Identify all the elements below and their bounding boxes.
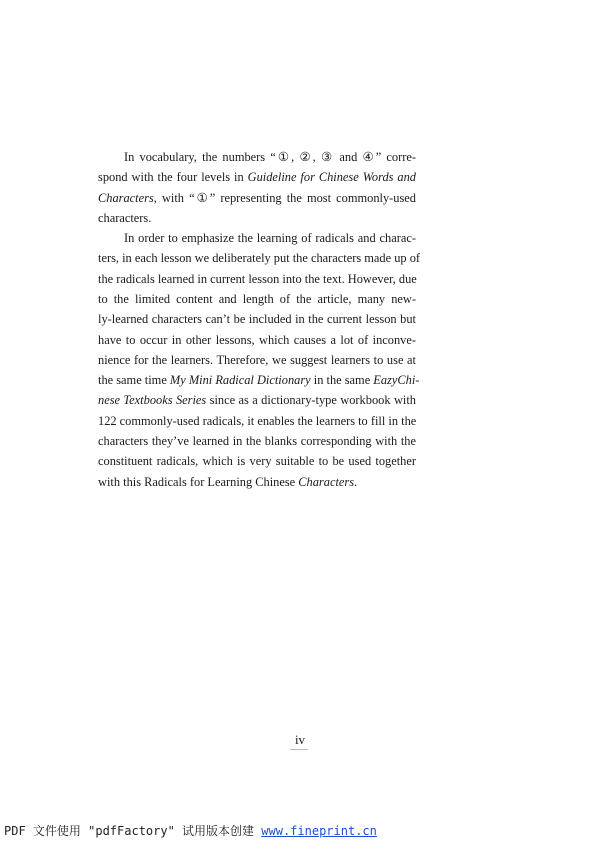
text-line: ly-learned characters can’t be included in the current lesson but (98, 312, 416, 327)
text-line: nience for the learners. Therefore, we suggest learners to use at (98, 352, 416, 367)
text-line: have to occur in other lessons, which causes a lot of inconve- (98, 332, 416, 347)
page-number: iv (294, 732, 306, 747)
text-line: 122 commonly-used radicals, it enables the learners to fill in the (98, 413, 417, 428)
text-line: the same time My Mini Radical Dictionary in the same EazyChi- (98, 373, 420, 388)
page-number-underline (290, 749, 308, 750)
text-line: In vocabulary, the numbers “①, ②, ③ and ④” corre- (124, 150, 416, 164)
text-line: characters. (98, 210, 152, 225)
text-line: with this Radicals for Learning Chinese Characters. (98, 474, 358, 489)
text-line: to the limited content and length of the article, many new- (98, 291, 416, 306)
text-line: constituent radicals, which is very suitable to be used together (98, 454, 416, 469)
footer-text: PDF 文件使用 "pdfFactory" 试用版本创建 (4, 824, 262, 838)
pdf-footer (4, 823, 377, 839)
text-line: ters, in each lesson we deliberately put the characters made up of (98, 251, 421, 266)
text-line: the radicals learned in current lesson into the text. However, due (98, 271, 417, 286)
text-line: spond with the four levels in Guideline for Chinese Words and (98, 170, 416, 185)
text-line: In order to emphasize the learning of radicals and charac- (124, 231, 416, 245)
footer-link[interactable]: www.fineprint.cn (261, 824, 377, 838)
text-line: nese Textbooks Series since as a dictionary-type workbook with (98, 393, 416, 408)
text-line: characters they’ve learned in the blanks corresponding with the (98, 434, 416, 448)
text-line: Characters, with “①” representing the most commonly-used (98, 190, 416, 205)
